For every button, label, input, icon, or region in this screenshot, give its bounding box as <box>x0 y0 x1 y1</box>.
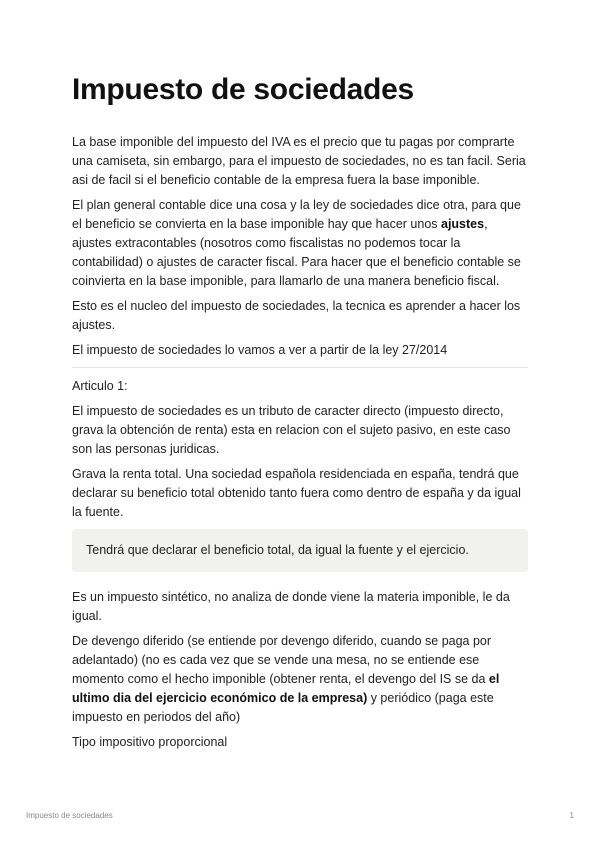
bold-text-ultimo-dia: el ultimo dia del ejercicio económico de la empresa) <box>72 672 500 705</box>
page-title: Impuesto de sociedades <box>72 73 414 106</box>
page-footer <box>26 811 574 820</box>
paragraph-base-imponible: La base imponible del impuesto del IVA es el precio que tu pagas por comprarte una camiseta, sin embargo, para el impuesto de sociedades, no es tan facil. Seria asi de facil si el beneficio contable de la empresa fuera la base imponible. <box>72 135 526 187</box>
paragraph-text: , ajustes extracontables (nosotros como fiscalistas no podemos tocar la contabilidad) o ajustes de caracter fiscal. Para hacer que el beneficio contable se coinvierta en la base imponible, para llamarlo de una manera beneficio fiscal. <box>72 217 521 288</box>
paragraph-sintetico: Es un impuesto sintético, no analiza de donde viene la materia imponible, le da igual. <box>72 590 510 623</box>
paragraph-text: De devengo diferido (se entiende por devengo diferido, cuando se paga por adelantado) (no es cada vez que se vende una mesa, no se entiende ese momento como el hecho imponible (obtener renta, el devengo del IS se da <box>72 634 492 686</box>
paragraph-tributo-directo: El impuesto de sociedades es un tributo de caracter directo (impuesto directo, grava la obtención de renta) esta en relacion con el sujeto pasivo, en este caso son las personas juridicas. <box>72 404 511 456</box>
paragraph-devengo <box>72 632 528 727</box>
paragraph-nucleo: Esto es el nucleo del impuesto de sociedades, la tecnica es aprender a hacer los ajustes. <box>72 299 521 332</box>
paragraph-tipo-impositivo: Tipo impositivo proporcional <box>72 735 228 749</box>
document-body <box>72 133 528 758</box>
paragraph-ley: El impuesto de sociedades lo vamos a ver a partir de la ley 27/2014 <box>72 343 448 357</box>
paragraph-renta-total: Grava la renta total. Una sociedad española residenciada en españa, tendrá que declarar su beneficio total obtenido tanto fuera como dentro de españa y da igual la fuente. <box>72 467 521 519</box>
divider <box>72 367 528 368</box>
callout-box <box>72 529 528 572</box>
paragraph-plan-general <box>72 196 528 291</box>
bold-text-ajustes: ajustes <box>441 217 485 231</box>
footer-title: Impuesto de sociedades <box>26 811 113 820</box>
paragraph-articulo-heading: Articulo 1: <box>72 379 128 393</box>
callout-text: Tendrá que declarar el beneficio total, da igual la fuente y el ejercicio. <box>86 543 469 557</box>
paragraph-text: y periódico (paga este impuesto en periodos del año) <box>72 691 494 724</box>
page-number: 1 <box>569 811 574 820</box>
paragraph-text: El plan general contable dice una cosa y la ley de sociedades dice otra, para que el beneficio se convierta en la base imponible hay que hacer unos <box>72 198 521 231</box>
